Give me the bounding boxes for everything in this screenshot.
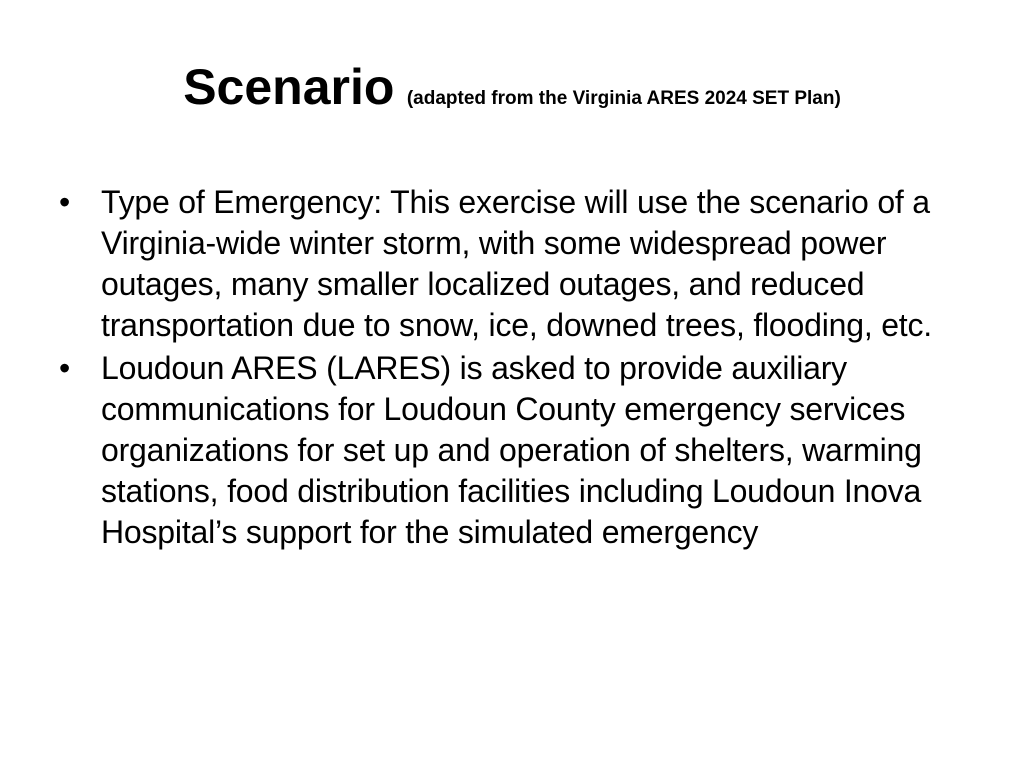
bullet-icon: • (59, 184, 71, 220)
title-subtitle: (adapted from the Virginia ARES 2024 SET Plan) (406, 88, 841, 109)
bullet-text: Loudoun ARES (LARES) is asked to provide auxiliary communications for Loudoun County emergency services organizations for set up and operation of shelters, warming stations, food distribution facilities including Loudoun Inova Hospital’s support for the simulated emergency (101, 350, 922, 550)
bullet-icon: • (59, 350, 71, 386)
bullet-list (56, 182, 956, 555)
title-text: Scenario (183, 59, 395, 115)
bullet-item (56, 182, 956, 346)
slide-title (0, 59, 1024, 115)
bullet-item (56, 348, 956, 553)
bullet-text: Type of Emergency: This exercise will use the scenario of a Virginia-wide winter storm, with some widespread power outages, many smaller localized outages, and reduced transportation due to snow, ice, downed trees, flooding, etc. (101, 184, 932, 343)
